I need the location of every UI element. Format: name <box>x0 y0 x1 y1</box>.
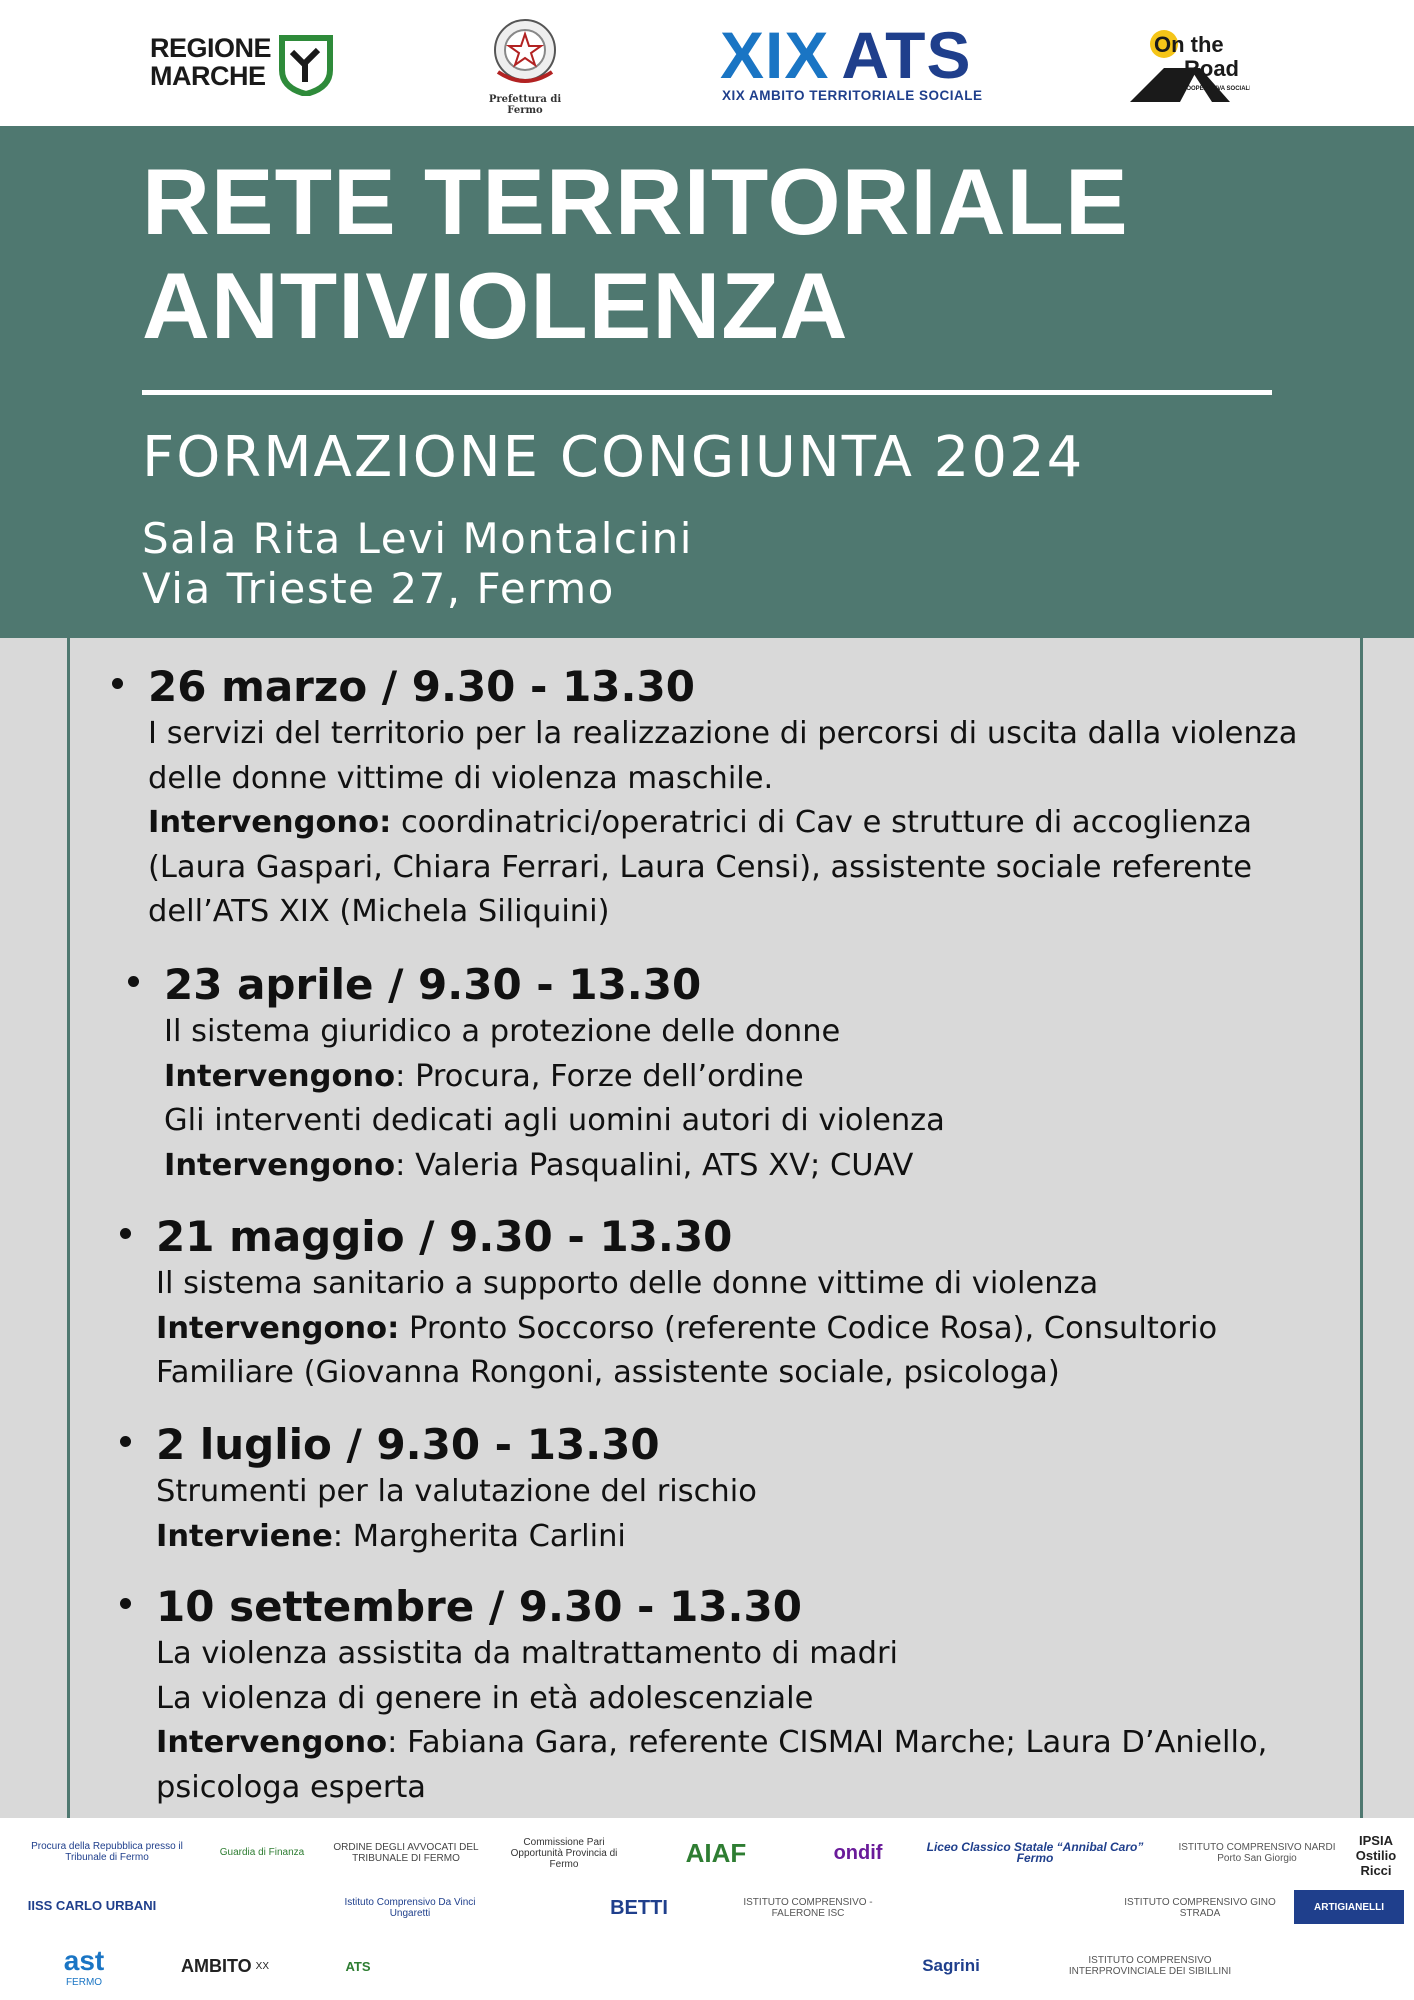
regione-line1: REGIONE <box>150 33 272 63</box>
event-speakers <box>156 1515 1376 1560</box>
event-text: La violenza di genere in età adolescenziale <box>156 1680 814 1716</box>
venue <box>142 514 693 614</box>
road-line2: Road <box>1184 56 1239 81</box>
header-banner <box>0 126 1414 638</box>
bullet-icon <box>120 1228 131 1239</box>
bullet-icon <box>128 976 139 987</box>
bullet-icon <box>120 1598 131 1609</box>
speakers-text: : Valeria Pasqualini, ATS XV; CUAV <box>395 1147 914 1183</box>
title-line2: ANTIVIOLENZA <box>142 253 849 358</box>
event-text: delle donne vittime di violenza maschile. <box>148 760 774 796</box>
regione-line2: MARCHE <box>150 61 266 91</box>
road-line3: COOPERATIVA SOCIALE <box>1182 86 1250 92</box>
event-speakers <box>164 1144 1384 1189</box>
aiaf-logo: AIAF <box>685 1837 747 1868</box>
bullet-icon <box>112 678 123 689</box>
ats-logo <box>720 18 983 106</box>
event-date: 2 luglio / 9.30 - 13.30 <box>156 1420 660 1469</box>
betti-logo: BETTI <box>610 1896 668 1919</box>
road-line1: On the <box>1154 32 1224 57</box>
page-title <box>142 150 1129 358</box>
on-the-road-logo <box>1120 28 1250 108</box>
panel-border-left <box>67 638 70 1818</box>
ats-name: ATS <box>841 18 972 92</box>
regione-marche-emblem-icon <box>278 34 334 96</box>
artigianelli-logo: ARTIGIANELLI <box>1294 1890 1404 1924</box>
event-text: dell’ATS XIX (Michela Siliquini) <box>148 894 610 929</box>
speakers-text: : Procura, Forze dell’ordine <box>395 1058 804 1094</box>
bullet-icon <box>120 1436 131 1447</box>
ungaretti-logo: Istituto Comprensivo Da Vinci Ungaretti <box>344 1897 476 1919</box>
procura-logo: Procura della Repubblica presso il Tribunale di Fermo <box>31 1841 183 1863</box>
event-date: 26 marzo / 9.30 - 13.30 <box>148 662 695 711</box>
speakers-label: Intervengono: <box>148 805 392 840</box>
on-the-road-emblem-icon <box>1120 28 1250 108</box>
ats-small-logo: ATS <box>345 1958 371 1974</box>
sagrini-logo: Sagrini <box>922 1956 980 1975</box>
event-text: I servizi del territorio per la realizzazione di percorsi di uscita dalla violenza <box>148 716 1298 751</box>
event-speakers <box>156 1307 1376 1352</box>
pari-opportunita-logo: Commissione Pari Opportunità Provincia di Fermo <box>510 1836 618 1870</box>
speakers-label: Interviene <box>156 1518 333 1554</box>
nardi-logo: ISTITUTO COMPRENSIVO NARDI Porto San Giorgio <box>1178 1842 1336 1864</box>
event-speakers <box>148 801 1368 846</box>
gino-strada-logo: ISTITUTO COMPRENSIVO GINO STRADA <box>1124 1897 1276 1919</box>
title-line1: RETE TERRITORIALE <box>142 149 1129 254</box>
event-date: 23 aprile / 9.30 - 13.30 <box>164 960 702 1009</box>
title-divider <box>142 390 1272 395</box>
urbani-logo: IISS CARLO URBANI <box>27 1897 157 1913</box>
falerone-logo: ISTITUTO COMPRENSIVO - FALERONE ISC <box>743 1897 873 1919</box>
event-text: La violenza assistita da maltrattamento di madri <box>156 1636 898 1671</box>
event-text: Il sistema sanitario a supporto delle donne vittime di violenza <box>156 1266 1099 1301</box>
sibillini-logo: ISTITUTO COMPRENSIVO INTERPROVINCIALE DEI SIBILLINI <box>1068 1955 1232 1977</box>
avvocati-logo: ORDINE DEGLI AVVOCATI DEL TRIBUNALE DI FERMO <box>333 1842 479 1864</box>
event-text: Il sistema giuridico a protezione delle donne <box>164 1014 841 1049</box>
gdf-logo: Guardia di Finanza <box>219 1846 305 1858</box>
speakers-text: Pronto Soccorso (referente Codice Rosa), Consultorio <box>399 1310 1218 1346</box>
italian-republic-emblem-icon <box>490 14 560 92</box>
event-text: Familiare (Giovanna Rongoni, assistente sociale, psicologa) <box>156 1355 1060 1390</box>
speakers-label: Intervengono <box>164 1147 396 1183</box>
prefettura-logo <box>470 14 580 114</box>
regione-marche-logo <box>150 30 340 100</box>
ats-xix: XIX <box>720 18 830 92</box>
program-panel <box>0 638 1414 1818</box>
event-speakers <box>156 1721 1376 1766</box>
top-logo-bar <box>0 0 1414 126</box>
ast-logo: ast FERMO <box>63 1944 105 1988</box>
page-subtitle: FORMAZIONE CONGIUNTA 2024 <box>142 425 1085 490</box>
speakers-text: : Fabiana Gara, referente CISMAI Marche; Laura D’Aniello, <box>387 1725 1268 1760</box>
partner-logos <box>0 1818 1414 2000</box>
ats-subtitle: XIX AMBITO TERRITORIALE SOCIALE <box>722 88 983 103</box>
ipsia-logo: IPSIA Ostilio Ricci <box>1355 1832 1397 1878</box>
ambito-xx-logo: AMBITO XX <box>180 1955 269 1976</box>
venue-line2: Via Trieste 27, Fermo <box>142 564 615 613</box>
liceo-caro-logo: Liceo Classico Statale “Annibal Caro” Fermo <box>926 1840 1144 1865</box>
event-text: Gli interventi dedicati agli uomini autori di violenza <box>164 1103 945 1138</box>
event-text: (Laura Gaspari, Chiara Ferrari, Laura Censi), assistente sociale referente <box>148 849 1253 885</box>
event-date: 10 settembre / 9.30 - 13.30 <box>156 1582 802 1631</box>
speakers-text: : Margherita Carlini <box>332 1518 626 1554</box>
speakers-text: coordinatrici/operatrici di Cav e strutture di accoglienza <box>391 805 1252 840</box>
ondif-logo: ondif <box>833 1841 883 1864</box>
speakers-label: Intervengono: <box>156 1310 400 1346</box>
prefettura-caption: Prefettura di Fermo <box>488 94 562 116</box>
speakers-label: Intervengono <box>156 1725 388 1760</box>
event-date: 21 maggio / 9.30 - 13.30 <box>156 1212 733 1261</box>
venue-line1: Sala Rita Levi Montalcini <box>142 514 693 563</box>
speakers-label: Intervengono <box>164 1058 396 1094</box>
event-speakers <box>164 1055 1384 1100</box>
event-text: psicologa esperta <box>156 1769 427 1805</box>
event-text: Strumenti per la valutazione del rischio <box>156 1474 757 1509</box>
